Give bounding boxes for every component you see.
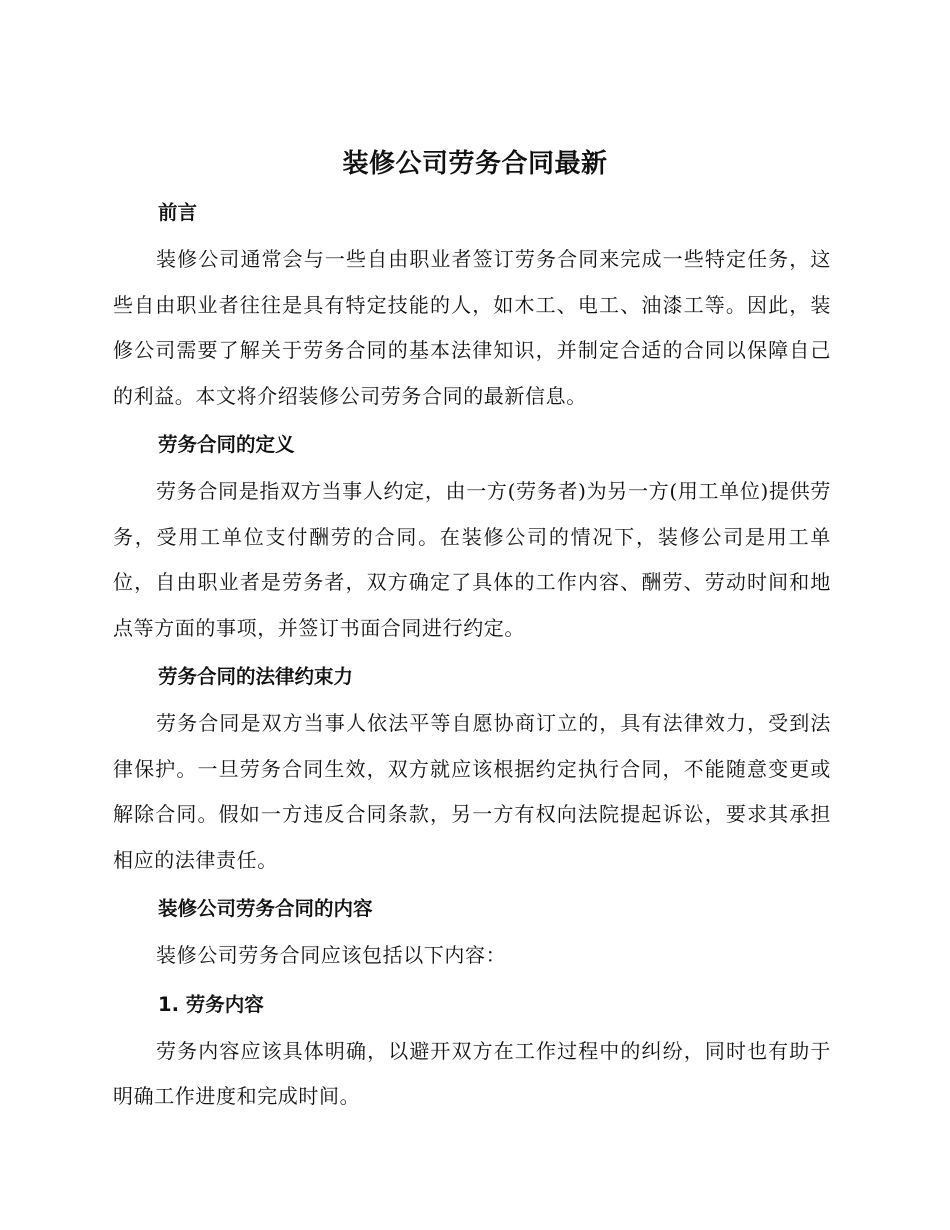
section-paragraph: 劳务合同是指双方当事人约定，由一方(劳务者)为另一方(用工单位)提供劳务，受用工单位支付酬劳的合同。在装修公司的情况下，装修公司是用工单位，自由职业者是劳务者，双方确定了具体的工作内容、酬劳、劳动时间和地点等方面的事项，并签订书面合同进行约定。: [113, 479, 831, 640]
section-heading: 装修公司劳务合同的内容: [158, 897, 373, 920]
section-paragraph: 劳务内容应该具体明确，以避开双方在工作过程中的纠纷，同时也有助于明确工作进度和完成时间。: [113, 1038, 831, 1108]
section-labor-content: [113, 982, 831, 1120]
section-heading: 劳务合同的定义: [158, 433, 295, 456]
document-body: [113, 190, 831, 1123]
section-heading: 前言: [158, 201, 198, 224]
section-heading: 劳务合同的法律约束力: [158, 665, 354, 688]
section-paragraph: 装修公司劳务合同应该包括以下内容：: [156, 943, 507, 967]
section-heading: 1. 劳务内容: [158, 992, 264, 1016]
section-legal-force: [113, 654, 831, 883]
document-title: 装修公司劳务合同最新: [342, 149, 608, 179]
section-preface: [113, 190, 831, 419]
section-paragraph: 装修公司通常会与一些自由职业者签订劳务合同来完成一些特定任务，这些自由职业者往往是具有特定技能的人，如木工、电工、油漆工等。因此，装修公司需要了解关于劳务合同的基本法律知识，并制定合适的合同以保障自己的利益。本文将介绍装修公司劳务合同的最新信息。: [113, 247, 831, 408]
section-paragraph: 劳务合同是双方当事人依法平等自愿协商订立的，具有法律效力，受到法律保护。一旦劳务合同生效，双方就应该根据约定执行合同，不能随意变更或解除合同。假如一方违反合同条款，另一方有权向法院提起诉讼，要求其承担相应的法律责任。: [113, 711, 831, 872]
section-definition: [113, 422, 831, 651]
section-contract-content: [113, 886, 831, 979]
